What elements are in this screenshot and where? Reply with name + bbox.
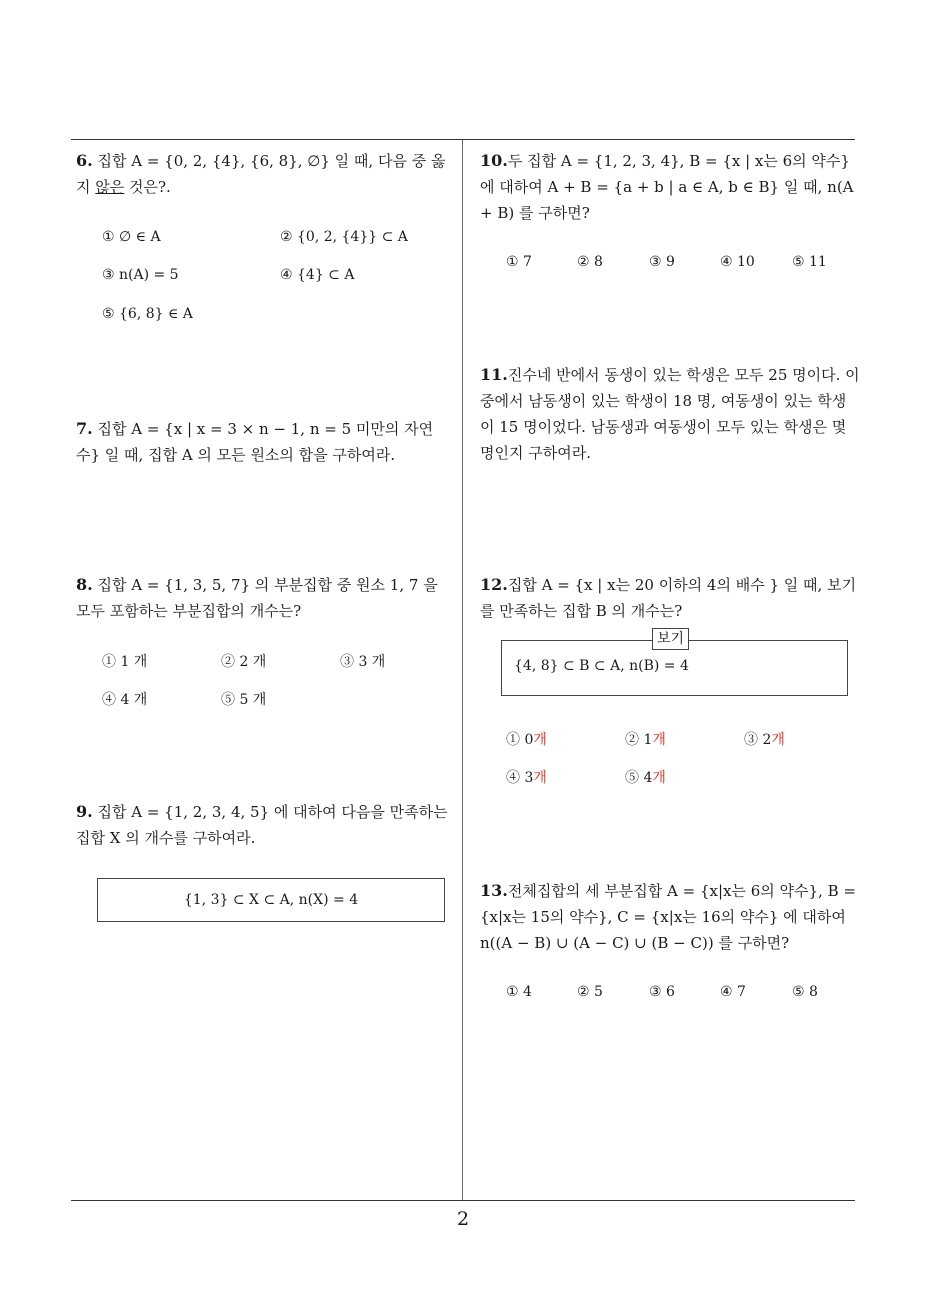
option-5[interactable]: ⑤ 8: [792, 984, 818, 1000]
question-text: 집합 A = {x | x는 20 이하의 4의 배수 } 일 때, 보기를 만족하는 집합 B 의 개수는?: [480, 576, 857, 620]
question-number: 12.: [480, 575, 508, 594]
question-number: 8.: [76, 575, 93, 594]
question-number: 9.: [76, 802, 93, 821]
option-unit: 개: [771, 732, 785, 748]
top-rule: [71, 139, 855, 140]
question-text: 전체집합의 세 부분집합 A = {x|x는 6의 약수}, B = {x|x는 15의 약수}, C = {x|x는 16의 약수} 에 대하여 n((A − B) ∪ (A − C) ∪ (B − C)) 를 구하면?: [480, 882, 856, 952]
question-number: 6.: [76, 151, 93, 170]
option-5[interactable]: ⑤ {6, 8} ∈ A: [102, 306, 193, 322]
column-divider: [462, 140, 463, 1201]
option-2[interactable]: ② 8: [577, 254, 603, 270]
option-2[interactable]: [625, 729, 666, 749]
question-text: 진수네 반에서 동생이 있는 학생은 모두 25 명이다. 이 중에서 남동생이 있는 학생이 18 명, 여동생이 있는 학생이 15 명이었다. 남동생과 여동생이 모두 있는 학생은 몇 명인지 구하여라.: [480, 366, 860, 462]
option-unit: 개: [533, 770, 547, 786]
question-number: 10.: [480, 151, 508, 170]
question-6: [76, 148, 456, 200]
option-unit: 개: [533, 732, 547, 748]
option-unit: 개: [652, 770, 666, 786]
option-1[interactable]: ① 7: [506, 254, 532, 270]
question-12: [480, 572, 860, 624]
bogi-text: {4, 8} ⊂ B ⊂ A, n(B) = 4: [514, 658, 689, 674]
option-4[interactable]: ④ {4} ⊂ A: [280, 267, 355, 283]
option-4[interactable]: ④ 10: [720, 254, 755, 270]
bogi-legend: 보기: [652, 628, 689, 650]
option-text: ② 1: [625, 732, 653, 748]
option-1[interactable]: ① ∅ ∈ A: [102, 229, 161, 245]
option-unit: 개: [652, 732, 666, 748]
option-5[interactable]: [625, 767, 666, 787]
option-4[interactable]: [506, 767, 547, 787]
condition-box: [97, 878, 445, 922]
question-text: 집합 A = {1, 3, 5, 7} 의 부분집합 중 원소 1, 7 을 모두 포함하는 부분집합의 개수는?: [76, 576, 438, 620]
option-text: ① 0: [506, 732, 534, 748]
option-3[interactable]: ③ 6: [649, 984, 675, 1000]
underlined-word: 않은: [95, 178, 125, 196]
option-text: ⑤ 4: [625, 770, 653, 786]
option-1[interactable]: ① 4: [506, 984, 532, 1000]
bottom-rule: [71, 1200, 855, 1201]
option-3[interactable]: [744, 729, 785, 749]
question-text: 집합 A = {1, 2, 3, 4, 5} 에 대하여 다음을 만족하는 집합 X 의 개수를 구하여라.: [76, 803, 448, 847]
option-2[interactable]: ② {0, 2, {4}} ⊂ A: [280, 229, 408, 245]
option-5[interactable]: ⑤ 5 개: [221, 692, 267, 708]
page-number: 2: [456, 1208, 470, 1230]
option-1[interactable]: ① 1 개: [102, 654, 148, 670]
question-text: 두 집합 A = {1, 2, 3, 4}, B = {x | x는 6의 약수} 에 대하여 A + B = {a + b | a ∈ A, b ∈ B} 일 때, n(A + B) 를 구하면?: [480, 152, 854, 222]
option-1[interactable]: [506, 729, 547, 749]
question-text: 집합 A = {x | x = 3 × n − 1, n = 5 미만의 자연수} 일 때, 집합 A 의 모든 원소의 합을 구하여라.: [76, 420, 434, 464]
option-3[interactable]: ③ 3 개: [340, 654, 386, 670]
option-4[interactable]: ④ 4 개: [102, 692, 148, 708]
option-4[interactable]: ④ 7: [720, 984, 746, 1000]
question-number: 11.: [480, 365, 508, 384]
question-text-end: 것은?.: [124, 178, 171, 196]
option-2[interactable]: ② 5: [577, 984, 603, 1000]
question-number: 7.: [76, 419, 93, 438]
question-8: [76, 572, 456, 624]
option-3[interactable]: ③ 9: [649, 254, 675, 270]
option-text: ④ 3: [506, 770, 534, 786]
option-3[interactable]: ③ n(A) = 5: [102, 267, 179, 283]
question-number: 13.: [480, 881, 508, 900]
option-2[interactable]: ② 2 개: [221, 654, 267, 670]
option-text: ③ 2: [744, 732, 772, 748]
question-7: [76, 416, 456, 468]
question-13: [480, 878, 860, 956]
option-5[interactable]: ⑤ 11: [792, 254, 827, 270]
question-11: [480, 362, 860, 466]
question-text: 집합 A = {0, 2, {4}, {6, 8}, ∅} 일 때, 다음 중 옳지: [76, 152, 446, 196]
question-10: [480, 148, 860, 226]
question-9: [76, 799, 456, 851]
condition-text: {1, 3} ⊂ X ⊂ A, n(X) = 4: [183, 892, 359, 908]
